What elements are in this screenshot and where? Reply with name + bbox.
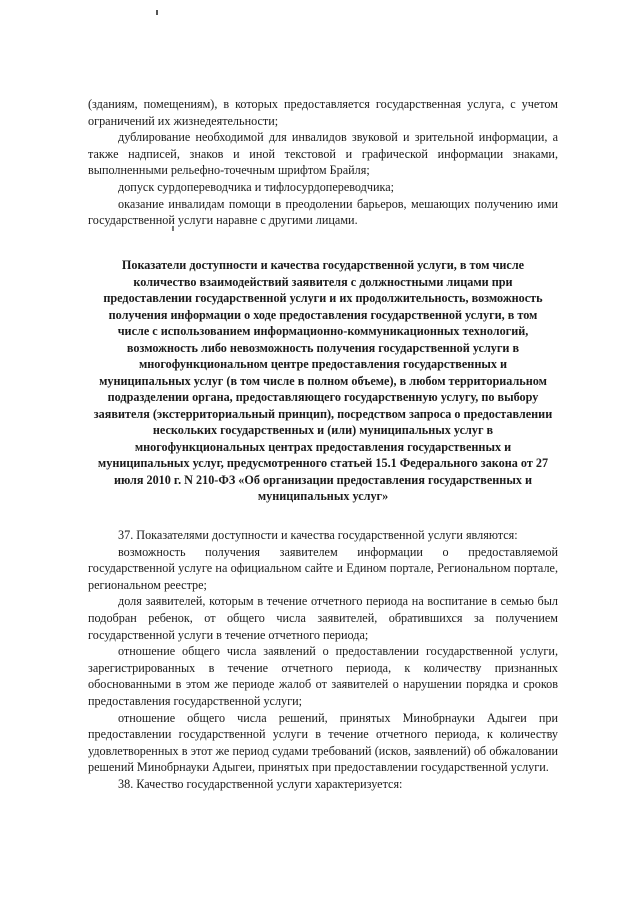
paragraph: (зданиям, помещениям), в которых предоставляется государственная услуга, с учетом ограничений их жизнедеятельности; bbox=[88, 97, 558, 128]
paragraph: оказание инвалидам помощи в преодолении барьеров, мешающих получению ими государственной услуги наравне с другими лицами. bbox=[88, 196, 558, 228]
paragraph: допуск сурдопереводчика и тифлосурдопереводчика; bbox=[118, 179, 395, 194]
text-block-top bbox=[88, 96, 558, 229]
paragraph: доля заявителей, которым в течение отчетного периода на воспитание в семью был подобран ребенок, от общего числа заявителей, обратившихся за получением государственной услуги в течение отчетного периода; bbox=[88, 594, 558, 642]
paragraph: 37. Показателями доступности и качества государственной услуги являются: bbox=[118, 528, 518, 542]
section-heading: Показатели доступности и качества государственной услуги, в том числе количество взаимодействий заявителя с должностными лицами при предоставлении государственной услуги и их продолжительность, возможность получения информации о ходе предоставления государственной услуги, в том числе с использованием информационно-коммуникационных технологий, возможность либо невозможность получения государственной услуги в многофункциональном центре предоставления государственных и муниципальных услуг (в том числе в полном объеме), в любом территориальном подразделении органа, предоставляющего государственную услугу, по выбору заявителя (экстерриториальный принцип), посредством запроса о предоставлении нескольких государственных и (или) муниципальных услуг в многофункциональных центрах предоставления государственных и муниципальных услуг, предусмотренного статьей 15.1 Федерального закона от 27 июля 2010 г. N 210-ФЗ «Об организации предоставления государственных и муниципальных услуг» bbox=[93, 258, 553, 503]
paragraph: отношение общего числа заявлений о предоставлении государственной услуги, зарегистрированных в течение отчетного периода, к количеству признанных обоснованными в этом же периоде жалоб от заявителей о нарушении порядка и сроков предоставления государственной услуги; bbox=[88, 644, 558, 708]
text-block-bottom bbox=[88, 527, 558, 793]
scan-mark bbox=[156, 10, 158, 15]
paragraph: дублирование необходимой для инвалидов звуковой и зрительной информации, а также надписей, знаков и иной текстовой и графической информации знаками, выполненными рельефно-точечным шрифтом Брайля; bbox=[88, 130, 558, 178]
paragraph: возможность получения заявителем информации о предоставляемой государственной услуге на официальном сайте и Едином портале, Региональном портале, региональном реестре; bbox=[88, 544, 558, 592]
paragraph: 38. Качество государственной услуги характеризуется: bbox=[118, 776, 403, 791]
paragraph: отношение общего числа решений, принятых Минобрнауки Адыгеи при предоставлении государственной услуги в течение отчетного периода, к количеству удовлетворенных в этот же период судами требований (исков, заявлений) об обжаловании решений Минобрнауки Адыгеи, принятых при предоставлении государственной услуги. bbox=[88, 710, 558, 775]
